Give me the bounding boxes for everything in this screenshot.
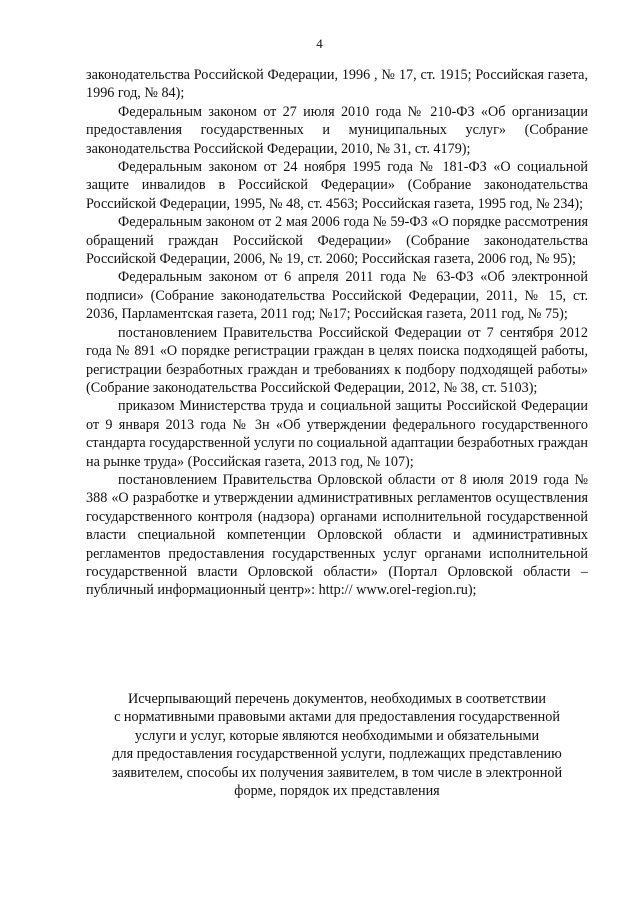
- heading-line: для предоставления государственной услуги, подлежащих представлению: [112, 746, 562, 763]
- paragraph-resolution-388: постановлением Правительства Орловской области от 8 июля 2019 года № 388 «О разработке и утверждении административных регламентов осуществления государственного контроля (надзора) органами исполнительной государственной власти специальной компетенции Орловской области и административных регламентов предоставления государственных услуг органами исполнительной государственной власти Орловской области» (Портал Орловской области – публичный информационный центр»: http:// www.orel-region.ru);: [86, 471, 588, 599]
- paragraph-law-63fz: Федеральным законом от 6 апреля 2011 года № 63-ФЗ «Об электронной подписи» (Собрание законодательства Российской Федерации, 2011, № 15, ст. 2036, Парламентская газета, 2011 год; №17; Российская газета, 2011 год, № 75);: [86, 269, 588, 323]
- paragraph-law-59fz: Федеральным законом от 2 мая 2006 года № 59-ФЗ «О порядке рассмотрения обращений граждан Российской Федерации» (Собрание законодательства Российской Федерации, 2006, № 19, ст. 2060; Российская газета, 2006 год, № 95);: [86, 214, 588, 268]
- heading-line: заявителем, способы их получения заявителем, в том числе в электронной: [111, 764, 563, 781]
- paragraph-law-181fz: Федеральным законом от 24 ноября 1995 года № 181-ФЗ «О социальной защите инвалидов в Российской Федерации» (Собрание законодательства Российской Федерации, 1995, № 48, ст. 4563; Российская газета, 1995 год, № 234);: [86, 159, 588, 212]
- heading-line: с нормативными правовыми актами для предоставления государственной: [114, 709, 560, 726]
- paragraph-continuation: законодательства Российской Федерации, 1996 , № 17, ст. 1915; Российская газета, 1996 год, № 84);: [86, 67, 588, 102]
- paragraph-resolution-891: постановлением Правительства Российской Федерации от 7 сентября 2012 года № 891 «О порядке регистрации граждан в целях поиска подходящей работы, регистрации безработных граждан и требованиях к подбору подходящей работы» (Собрание законодательства Российской Федерации, 2012, № 38, ст. 5103);: [86, 324, 588, 396]
- legal-basis-list: [86, 66, 588, 600]
- page-number: 4: [316, 36, 323, 51]
- paragraph-order-3n: приказом Министерства труда и социальной защиты Российской Федерации от 9 января 2013 года № 3н «Об утверждении федерального государственного стандарта государственной услуги по социальной адаптации безработных граждан на рынке труда» (Российская газета, 2013 год, № 107);: [86, 398, 588, 470]
- heading-line: услуги и услуг, которые являются необходимыми и обязательными: [134, 727, 540, 744]
- section-heading: [86, 690, 588, 800]
- heading-line: форме, порядок их представления: [234, 783, 440, 800]
- heading-line: Исчерпывающий перечень документов, необходимых в соответствии: [128, 691, 546, 707]
- paragraph-law-210fz: Федеральным законом от 27 июля 2010 года № 210-ФЗ «Об организации предоставления государственных и муниципальных услуг» (Собрание законодательства Российской Федерации, 2010, № 31, ст. 4179);: [86, 103, 588, 157]
